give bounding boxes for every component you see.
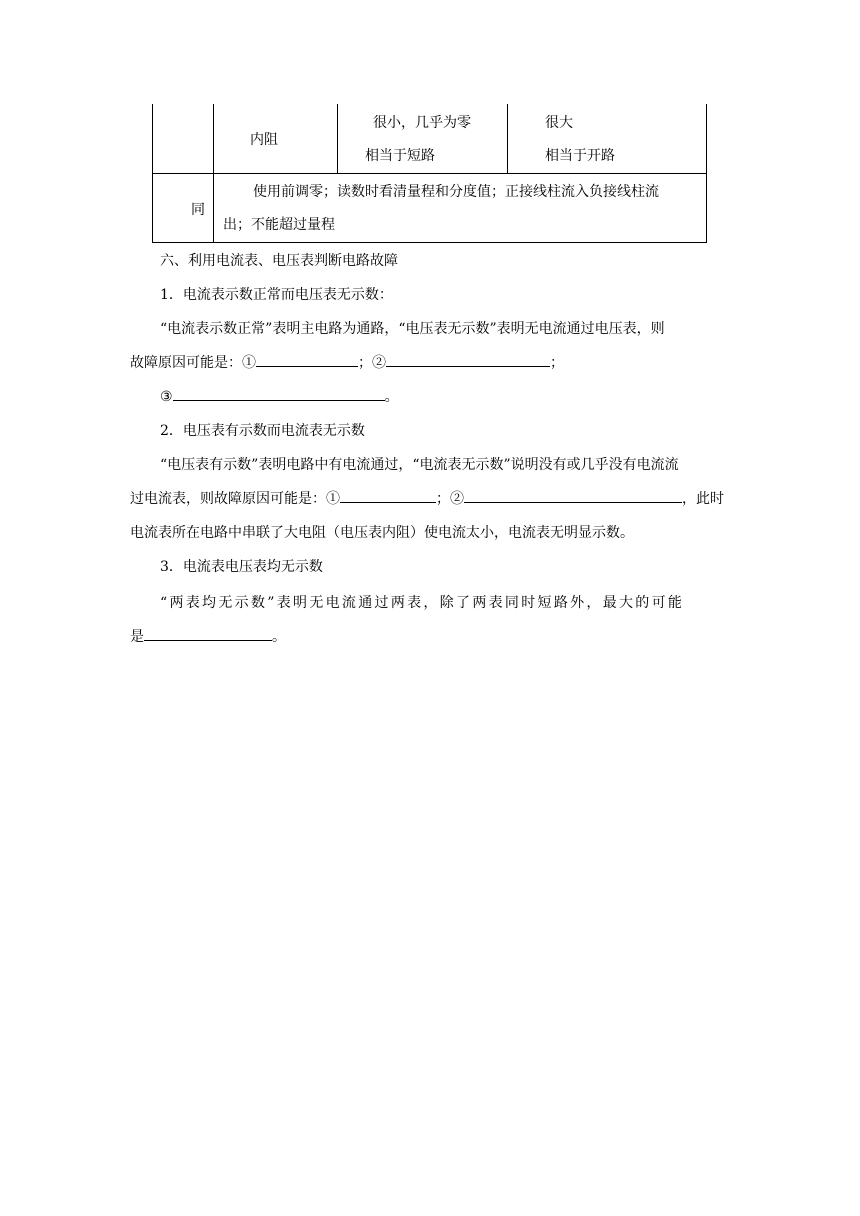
table-col-divider-1 [213,104,214,173]
table-col-divider-3 [507,104,508,173]
item3-answer-blank-1[interactable] [144,626,272,641]
item1-line3-text-a: ③ [160,389,173,405]
internal-resistance-label: 内阻 [250,132,278,148]
item2-answer-blank-1[interactable] [340,488,436,503]
item2-line1: “电压表有示数”表明电路中有电流通过，“电流表无示数”说明没有或几乎没有电流流 [160,457,679,473]
item3-line2-text-a: 是 [130,629,144,645]
item2-answer-blank-2[interactable] [464,488,682,503]
item2-line2-text-a: 过电流表，则故障原因可能是：① [130,491,340,507]
table-col-divider-2 [337,104,338,173]
item1-answer-blank-1[interactable] [256,352,358,367]
item2-line2 [130,488,724,510]
item1-line2-text-c: ； [550,355,564,371]
section-heading: 六、利用电流表、电压表判断电路故障 [160,253,398,269]
table-row-divider [153,173,706,174]
item3-line2-text-b: 。 [272,629,286,645]
item1-line3 [160,386,399,408]
table-col-divider-1b [213,173,214,242]
item2-line2-text-c: ，此时 [682,491,724,507]
comparison-table [152,104,707,243]
item1-answer-blank-2[interactable] [386,352,550,367]
item2-line2-text-b: ；② [436,491,464,507]
item2-title: 2．电压表有示数而电流表无示数 [160,423,365,439]
ammeter-internal-line1: 很小，几乎为零 [373,115,471,131]
item3-line1: “两表均无示数”表明无电流通过两表，除了两表同时短路外，最大的可能 [160,595,685,611]
item1-line3-text-b: 。 [384,389,399,405]
voltmeter-internal-line2: 相当于开路 [545,148,615,164]
same-points-label: 同 [191,202,205,218]
same-points-line2: 出；不能超过量程 [223,217,335,233]
item1-answer-blank-3[interactable] [173,386,385,401]
voltmeter-internal-line1: 很大 [545,115,573,131]
item1-title: 1．电流表示数正常而电压表无示数： [160,287,393,303]
item1-line2-text-b: ；② [358,355,386,371]
ammeter-internal-line2: 相当于短路 [365,148,435,164]
item1-line2-text-a: 故障原因可能是：① [130,355,256,371]
item2-line3: 电流表所在电路中串联了大电阻（电压表内阻）使电流太小，电流表无明显示数。 [130,525,634,541]
item1-line1: “电流表示数正常”表明主电路为通路，“电压表无示数”表明无电流通过电压表，则 [160,321,665,337]
same-points-line1: 使用前调零；读数时看清量程和分度值；正接线柱流入负接线柱流 [253,184,659,200]
item3-line2 [130,626,286,648]
item3-title: 3．电流表电压表均无示数 [160,559,323,575]
item1-line2 [130,352,564,374]
